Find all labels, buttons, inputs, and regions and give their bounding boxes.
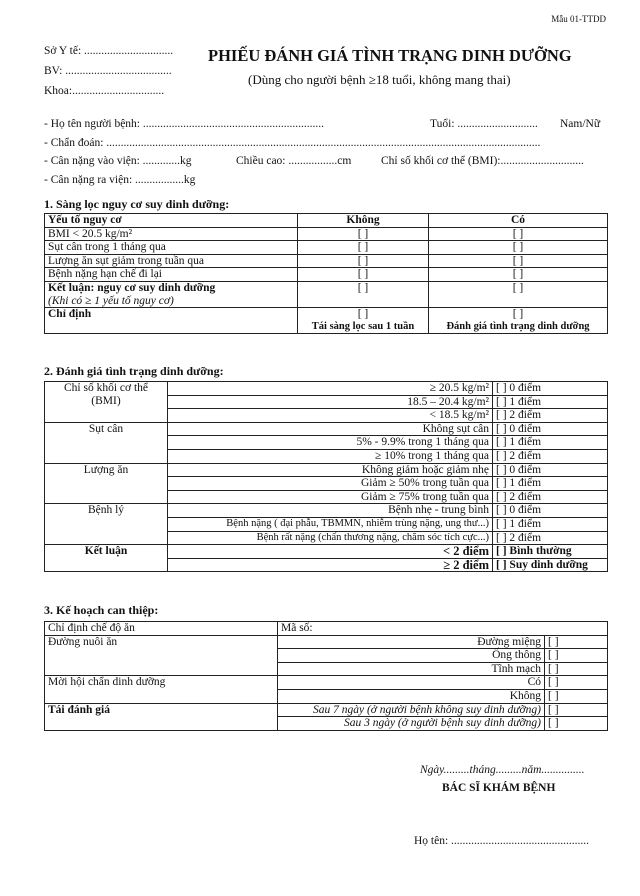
reassess-option: Sau 3 ngày (ở người bệnh suy dinh dưỡng) [278, 717, 545, 731]
risk-factor-label: Bệnh nặng hạn chế đi lại [45, 268, 298, 282]
score-checkbox[interactable]: [ ] [496, 504, 507, 517]
group-label: Sụt cân [45, 422, 168, 463]
score-checkbox[interactable]: [ ] [496, 395, 507, 408]
reassess-label: Tái đánh giá [45, 703, 278, 730]
screening-table [44, 213, 608, 334]
checkbox-no[interactable]: [ ] [298, 241, 429, 255]
score-label: 1 điểm [509, 395, 542, 408]
risk-factor-label: BMI < 20.5 kg/m² [45, 227, 298, 241]
route-option: Đường miệng [278, 635, 545, 649]
criterion-text: Giảm ≥ 75% trong tuần qua [168, 490, 493, 504]
conclusion-label: Kết luận [45, 545, 168, 572]
score-checkbox[interactable]: [ ] [496, 449, 507, 462]
checkbox-yes[interactable]: [ ] [429, 268, 608, 282]
conclusion-label: Kết luận: nguy cơ suy dinh dưỡng [48, 281, 216, 294]
score-label: 0 điểm [509, 422, 542, 435]
route-checkbox[interactable]: [ ] [545, 649, 608, 663]
route-checkbox[interactable]: [ ] [545, 662, 608, 676]
admission-weight-field[interactable]: - Cân nặng vào viện: .............kg [44, 155, 192, 167]
criterion-text: < 18.5 kg/m² [168, 409, 493, 423]
table-row [45, 703, 608, 717]
patient-name-field[interactable]: - Họ tên người bệnh: ............................................................... [44, 118, 324, 130]
score-checkbox[interactable]: [ ] [496, 490, 507, 503]
col-risk-factor: Yếu tố nguy cơ [45, 214, 298, 228]
risk-factor-label: Lượng ăn sụt giảm trong tuần qua [45, 254, 298, 268]
score-checkbox[interactable]: [ ] [496, 531, 507, 544]
page-title: PHIẾU ĐÁNH GIÁ TÌNH TRẠNG DINH DƯỠNG [208, 46, 572, 65]
diet-label: Chỉ định chế độ ăn [45, 622, 278, 636]
checkbox-no[interactable]: [ ] [298, 254, 429, 268]
bmi-field[interactable]: Chỉ số khối cơ thể (BMI):............................. [381, 155, 584, 167]
date-field[interactable]: Ngày.........tháng.........năm............... [420, 764, 585, 776]
group-label: Lượng ăn [45, 463, 168, 504]
conclusion-checkbox[interactable]: [ ] [496, 558, 507, 571]
hospital-field[interactable]: BV: ..................................... [44, 65, 172, 77]
conclusion-result: Suy dinh dưỡng [509, 558, 588, 571]
height-field[interactable]: Chiều cao: .................cm [236, 155, 352, 167]
conclusion-row [45, 281, 608, 307]
score-label: 0 điểm [509, 504, 542, 517]
reassess-checkbox[interactable]: [ ] [545, 717, 608, 731]
checkbox-assess[interactable]: [ ] [512, 308, 524, 321]
rescreen-label: Tái sàng lọc sau 1 tuần [311, 320, 415, 332]
score-checkbox[interactable]: [ ] [496, 477, 507, 490]
score-checkbox[interactable]: [ ] [496, 409, 507, 422]
feeding-route-label: Đường nuôi ăn [45, 635, 278, 676]
table-row [45, 268, 608, 282]
table-row [45, 422, 608, 436]
score-checkbox[interactable]: [ ] [496, 517, 507, 530]
score-checkbox[interactable]: [ ] [496, 422, 507, 435]
table-row [45, 254, 608, 268]
checkbox-no[interactable]: [ ] [298, 227, 429, 241]
screening-header-row [45, 214, 608, 228]
table-row [45, 227, 608, 241]
indication-label: Chỉ định [45, 308, 298, 334]
conclusion-row [45, 545, 608, 559]
section3-heading: 3. Kế hoạch can thiệp: [44, 603, 159, 617]
score-label: 0 điểm [509, 463, 542, 476]
group-label: Bệnh lý [45, 504, 168, 545]
table-row [45, 463, 608, 477]
criterion-text: Không sụt cân [168, 422, 493, 436]
checkbox-yes[interactable]: [ ] [429, 281, 608, 307]
table-row [45, 635, 608, 649]
risk-factor-label: Sụt cân trong 1 tháng qua [45, 241, 298, 255]
checkbox-no[interactable]: [ ] [298, 281, 429, 307]
intervention-table [44, 621, 608, 731]
table-row [45, 676, 608, 690]
consult-checkbox[interactable]: [ ] [545, 689, 608, 703]
score-label: 1 điểm [509, 436, 542, 449]
table-row [45, 622, 608, 636]
criterion-text: Bệnh nhẹ - trung bình [168, 504, 493, 518]
page-subtitle: (Dùng cho người bệnh ≥18 tuổi, không mang thai) [248, 72, 511, 87]
form-code: Mẫu 01-TTDD [551, 14, 606, 24]
table-row [45, 504, 608, 518]
criterion-text: 5% - 9.9% trong 1 tháng qua [168, 436, 493, 450]
patient-age-field[interactable]: Tuổi: ............................ [430, 118, 538, 130]
score-label: 0 điểm [509, 382, 542, 394]
col-yes: Có [429, 214, 608, 228]
checkbox-yes[interactable]: [ ] [429, 227, 608, 241]
table-row [45, 382, 608, 396]
criterion-text: Giảm ≥ 50% trong tuần qua [168, 477, 493, 491]
checkbox-yes[interactable]: [ ] [429, 241, 608, 255]
score-label: 1 điểm [509, 477, 542, 490]
route-option: Tĩnh mạch [278, 662, 545, 676]
group-sublabel: (BMI) [91, 394, 121, 407]
assessment-table [44, 381, 608, 572]
checkbox-no[interactable]: [ ] [298, 268, 429, 282]
col-no: Không [298, 214, 429, 228]
table-row [45, 241, 608, 255]
reassess-checkbox[interactable]: [ ] [545, 703, 608, 717]
diagnosis-field[interactable]: - Chẩn đoán: ....................................................................................................................................................... [44, 137, 541, 149]
score-label: 2 điểm [509, 449, 542, 462]
discharge-weight-field[interactable]: - Cân nặng ra viện: .................kg [44, 174, 196, 186]
consult-label: Mời hội chẩn dinh dưỡng [45, 676, 278, 703]
criterion-text: ≥ 20.5 kg/m² [168, 382, 493, 396]
department-field[interactable]: Khoa:................................ [44, 85, 165, 97]
group-label: Chỉ số khối cơ thể [63, 382, 149, 394]
score-checkbox[interactable]: [ ] [496, 382, 507, 394]
route-option: Ống thông [278, 649, 545, 663]
consult-checkbox[interactable]: [ ] [545, 676, 608, 690]
diet-code-field[interactable]: Mã số: [278, 622, 608, 636]
conclusion-checkbox[interactable]: [ ] [496, 545, 507, 558]
criterion-text: Bệnh rất nặng (chấn thương nặng, chăm sóc tích cực...) [168, 531, 493, 545]
criterion-text: 18.5 – 20.4 kg/m² [168, 395, 493, 409]
doctor-title: BÁC SĨ KHÁM BỆNH [442, 782, 556, 794]
score-label: 2 điểm [509, 531, 542, 544]
criterion-text: ≥ 10% trong 1 tháng qua [168, 449, 493, 463]
conclusion-text: ≥ 2 điểm [168, 558, 493, 572]
checkbox-rescreen[interactable]: [ ] [357, 308, 369, 321]
section1-heading: 1. Sàng lọc nguy cơ suy dinh dưỡng: [44, 197, 230, 211]
consult-option: Không [278, 689, 545, 703]
indication-row [45, 308, 608, 334]
assess-label: Đánh giá tình trạng dinh dưỡng [446, 320, 590, 332]
route-checkbox[interactable]: [ ] [545, 635, 608, 649]
section2-heading: 2. Đánh giá tình trạng dinh dưỡng: [44, 364, 224, 378]
consult-option: Có [278, 676, 545, 690]
score-label: 2 điểm [509, 409, 542, 422]
conclusion-text: < 2 điểm [168, 545, 493, 559]
conclusion-result: Bình thường [509, 545, 572, 558]
criterion-text: Bệnh nặng ( đại phẫu, TBMMN, nhiễm trùng nặng, ung thư...) [168, 517, 493, 531]
criterion-text: Không giảm hoặc giảm nhẹ [168, 463, 493, 477]
checkbox-yes[interactable]: [ ] [429, 254, 608, 268]
doctor-name-field[interactable]: Họ tên: ................................................ [414, 835, 590, 847]
gender-field[interactable]: Nam/Nữ [560, 118, 601, 130]
score-checkbox[interactable]: [ ] [496, 463, 507, 476]
reassess-option: Sau 7 ngày (ở người bệnh không suy dinh dưỡng) [278, 703, 545, 717]
score-label: 2 điểm [509, 490, 542, 503]
health-department-field[interactable]: Sở Y tế: ............................... [44, 45, 174, 57]
conclusion-note: (Khi có ≥ 1 yếu tố nguy cơ) [48, 294, 174, 307]
score-checkbox[interactable]: [ ] [496, 436, 507, 449]
score-label: 1 điểm [509, 517, 542, 530]
